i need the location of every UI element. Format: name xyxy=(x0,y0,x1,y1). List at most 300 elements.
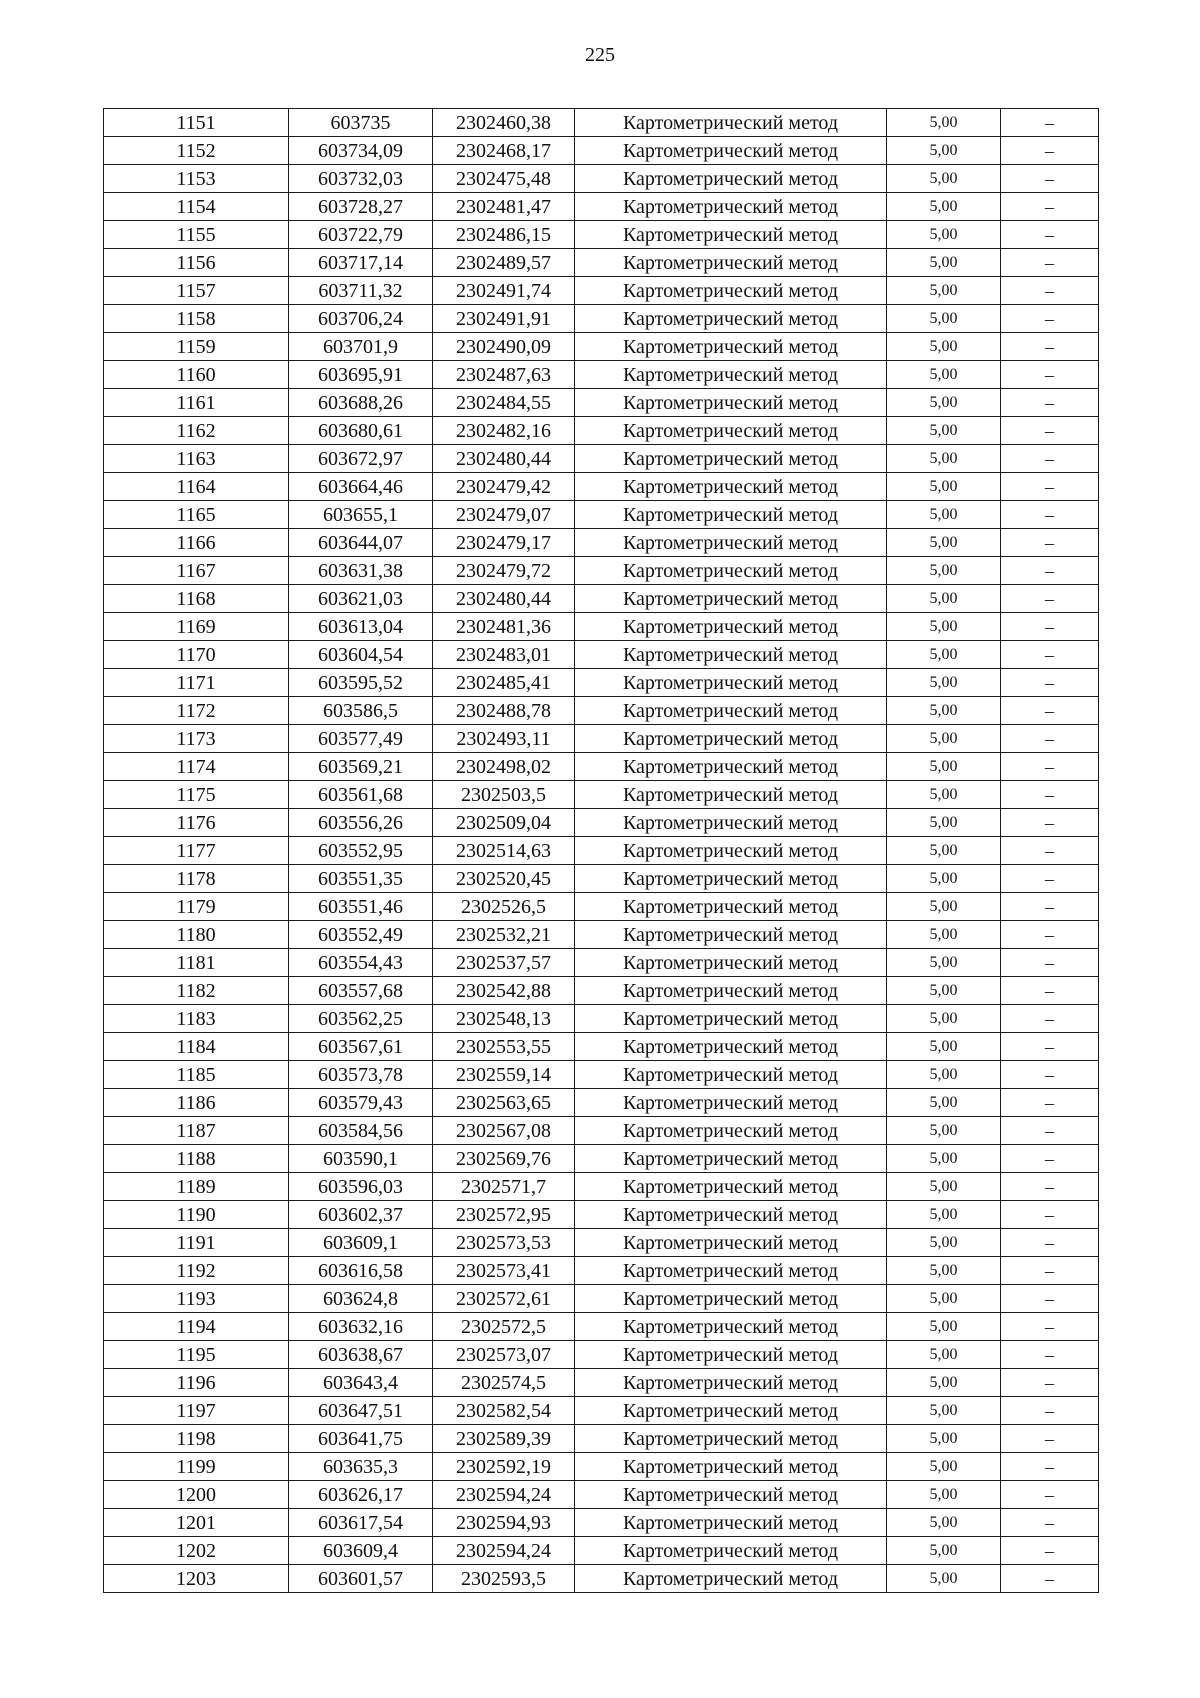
accuracy-cell: 5,00 xyxy=(887,697,1001,725)
y-coordinate-cell: 2302572,5 xyxy=(433,1313,575,1341)
accuracy-cell: 5,00 xyxy=(887,165,1001,193)
note-cell: – xyxy=(1001,697,1099,725)
method-cell: Картометрический метод xyxy=(575,1453,887,1481)
accuracy-cell: 5,00 xyxy=(887,1341,1001,1369)
table-row xyxy=(104,1089,1099,1117)
point-number-cell: 1164 xyxy=(104,473,289,501)
table-row xyxy=(104,669,1099,697)
note-cell: – xyxy=(1001,753,1099,781)
point-number-cell: 1199 xyxy=(104,1453,289,1481)
y-coordinate-cell: 2302491,74 xyxy=(433,277,575,305)
point-number-cell: 1200 xyxy=(104,1481,289,1509)
y-coordinate-cell: 2302573,41 xyxy=(433,1257,575,1285)
x-coordinate-cell: 603635,3 xyxy=(289,1453,433,1481)
method-cell: Картометрический метод xyxy=(575,1313,887,1341)
x-coordinate-cell: 603584,56 xyxy=(289,1117,433,1145)
x-coordinate-cell: 603641,75 xyxy=(289,1425,433,1453)
accuracy-cell: 5,00 xyxy=(887,1033,1001,1061)
x-coordinate-cell: 603551,35 xyxy=(289,865,433,893)
table-row xyxy=(104,417,1099,445)
x-coordinate-cell: 603561,68 xyxy=(289,781,433,809)
method-cell: Картометрический метод xyxy=(575,1033,887,1061)
point-number-cell: 1151 xyxy=(104,109,289,137)
y-coordinate-cell: 2302475,48 xyxy=(433,165,575,193)
table-row xyxy=(104,557,1099,585)
note-cell: – xyxy=(1001,585,1099,613)
accuracy-cell: 5,00 xyxy=(887,921,1001,949)
point-number-cell: 1174 xyxy=(104,753,289,781)
note-cell: – xyxy=(1001,473,1099,501)
point-number-cell: 1198 xyxy=(104,1425,289,1453)
table-row xyxy=(104,361,1099,389)
note-cell: – xyxy=(1001,641,1099,669)
note-cell: – xyxy=(1001,249,1099,277)
y-coordinate-cell: 2302572,61 xyxy=(433,1285,575,1313)
table-row xyxy=(104,501,1099,529)
table-row xyxy=(104,1285,1099,1313)
point-number-cell: 1173 xyxy=(104,725,289,753)
note-cell: – xyxy=(1001,417,1099,445)
y-coordinate-cell: 2302594,24 xyxy=(433,1481,575,1509)
point-number-cell: 1152 xyxy=(104,137,289,165)
method-cell: Картометрический метод xyxy=(575,1229,887,1257)
table-row xyxy=(104,1173,1099,1201)
method-cell: Картометрический метод xyxy=(575,137,887,165)
point-number-cell: 1162 xyxy=(104,417,289,445)
point-number-cell: 1185 xyxy=(104,1061,289,1089)
point-number-cell: 1159 xyxy=(104,333,289,361)
accuracy-cell: 5,00 xyxy=(887,613,1001,641)
note-cell: – xyxy=(1001,305,1099,333)
method-cell: Картометрический метод xyxy=(575,1173,887,1201)
method-cell: Картометрический метод xyxy=(575,1089,887,1117)
x-coordinate-cell: 603672,97 xyxy=(289,445,433,473)
x-coordinate-cell: 603701,9 xyxy=(289,333,433,361)
method-cell: Картометрический метод xyxy=(575,613,887,641)
accuracy-cell: 5,00 xyxy=(887,137,1001,165)
note-cell: – xyxy=(1001,781,1099,809)
method-cell: Картометрический метод xyxy=(575,501,887,529)
point-number-cell: 1167 xyxy=(104,557,289,585)
table-row xyxy=(104,193,1099,221)
accuracy-cell: 5,00 xyxy=(887,221,1001,249)
x-coordinate-cell: 603722,79 xyxy=(289,221,433,249)
page-number: 225 xyxy=(585,44,615,66)
y-coordinate-cell: 2302572,95 xyxy=(433,1201,575,1229)
point-number-cell: 1172 xyxy=(104,697,289,725)
x-coordinate-cell: 603655,1 xyxy=(289,501,433,529)
y-coordinate-cell: 2302526,5 xyxy=(433,893,575,921)
table-row xyxy=(104,473,1099,501)
method-cell: Картометрический метод xyxy=(575,333,887,361)
table-row xyxy=(104,1117,1099,1145)
method-cell: Картометрический метод xyxy=(575,837,887,865)
note-cell: – xyxy=(1001,837,1099,865)
table-row xyxy=(104,277,1099,305)
accuracy-cell: 5,00 xyxy=(887,109,1001,137)
accuracy-cell: 5,00 xyxy=(887,277,1001,305)
point-number-cell: 1179 xyxy=(104,893,289,921)
point-number-cell: 1157 xyxy=(104,277,289,305)
note-cell: – xyxy=(1001,613,1099,641)
x-coordinate-cell: 603552,95 xyxy=(289,837,433,865)
x-coordinate-cell: 603556,26 xyxy=(289,809,433,837)
accuracy-cell: 5,00 xyxy=(887,1201,1001,1229)
point-number-cell: 1197 xyxy=(104,1397,289,1425)
y-coordinate-cell: 2302488,78 xyxy=(433,697,575,725)
y-coordinate-cell: 2302480,44 xyxy=(433,445,575,473)
x-coordinate-cell: 603604,54 xyxy=(289,641,433,669)
y-coordinate-cell: 2302486,15 xyxy=(433,221,575,249)
x-coordinate-cell: 603552,49 xyxy=(289,921,433,949)
point-number-cell: 1155 xyxy=(104,221,289,249)
x-coordinate-cell: 603577,49 xyxy=(289,725,433,753)
method-cell: Картометрический метод xyxy=(575,557,887,585)
point-number-cell: 1194 xyxy=(104,1313,289,1341)
point-number-cell: 1161 xyxy=(104,389,289,417)
table-body xyxy=(104,109,1099,1593)
point-number-cell: 1171 xyxy=(104,669,289,697)
table-row xyxy=(104,389,1099,417)
method-cell: Картометрический метод xyxy=(575,1509,887,1537)
y-coordinate-cell: 2302460,38 xyxy=(433,109,575,137)
note-cell: – xyxy=(1001,1285,1099,1313)
note-cell: – xyxy=(1001,1369,1099,1397)
method-cell: Картометрический метод xyxy=(575,1285,887,1313)
note-cell: – xyxy=(1001,669,1099,697)
method-cell: Картометрический метод xyxy=(575,865,887,893)
note-cell: – xyxy=(1001,389,1099,417)
method-cell: Картометрический метод xyxy=(575,1257,887,1285)
note-cell: – xyxy=(1001,977,1099,1005)
note-cell: – xyxy=(1001,1201,1099,1229)
point-number-cell: 1182 xyxy=(104,977,289,1005)
y-coordinate-cell: 2302563,65 xyxy=(433,1089,575,1117)
note-cell: – xyxy=(1001,1425,1099,1453)
table-row xyxy=(104,725,1099,753)
point-number-cell: 1177 xyxy=(104,837,289,865)
x-coordinate-cell: 603579,43 xyxy=(289,1089,433,1117)
y-coordinate-cell: 2302548,13 xyxy=(433,1005,575,1033)
accuracy-cell: 5,00 xyxy=(887,1509,1001,1537)
method-cell: Картометрический метод xyxy=(575,445,887,473)
y-coordinate-cell: 2302491,91 xyxy=(433,305,575,333)
method-cell: Картометрический метод xyxy=(575,697,887,725)
note-cell: – xyxy=(1001,1005,1099,1033)
table-row xyxy=(104,221,1099,249)
table-row xyxy=(104,753,1099,781)
method-cell: Картометрический метод xyxy=(575,109,887,137)
table-row xyxy=(104,529,1099,557)
accuracy-cell: 5,00 xyxy=(887,585,1001,613)
method-cell: Картометрический метод xyxy=(575,893,887,921)
method-cell: Картометрический метод xyxy=(575,277,887,305)
method-cell: Картометрический метод xyxy=(575,669,887,697)
x-coordinate-cell: 603609,1 xyxy=(289,1229,433,1257)
point-number-cell: 1202 xyxy=(104,1537,289,1565)
y-coordinate-cell: 2302490,09 xyxy=(433,333,575,361)
method-cell: Картометрический метод xyxy=(575,1481,887,1509)
y-coordinate-cell: 2302553,55 xyxy=(433,1033,575,1061)
method-cell: Картометрический метод xyxy=(575,1397,887,1425)
point-number-cell: 1189 xyxy=(104,1173,289,1201)
x-coordinate-cell: 603616,58 xyxy=(289,1257,433,1285)
y-coordinate-cell: 2302480,44 xyxy=(433,585,575,613)
accuracy-cell: 5,00 xyxy=(887,1397,1001,1425)
point-number-cell: 1154 xyxy=(104,193,289,221)
table-row xyxy=(104,949,1099,977)
accuracy-cell: 5,00 xyxy=(887,249,1001,277)
x-coordinate-cell: 603728,27 xyxy=(289,193,433,221)
point-number-cell: 1187 xyxy=(104,1117,289,1145)
y-coordinate-cell: 2302479,72 xyxy=(433,557,575,585)
table-row xyxy=(104,585,1099,613)
accuracy-cell: 5,00 xyxy=(887,725,1001,753)
y-coordinate-cell: 2302532,21 xyxy=(433,921,575,949)
y-coordinate-cell: 2302479,07 xyxy=(433,501,575,529)
accuracy-cell: 5,00 xyxy=(887,977,1001,1005)
y-coordinate-cell: 2302481,47 xyxy=(433,193,575,221)
method-cell: Картометрический метод xyxy=(575,473,887,501)
x-coordinate-cell: 603732,03 xyxy=(289,165,433,193)
note-cell: – xyxy=(1001,1117,1099,1145)
method-cell: Картометрический метод xyxy=(575,725,887,753)
accuracy-cell: 5,00 xyxy=(887,1257,1001,1285)
y-coordinate-cell: 2302573,07 xyxy=(433,1341,575,1369)
point-number-cell: 1201 xyxy=(104,1509,289,1537)
x-coordinate-cell: 603557,68 xyxy=(289,977,433,1005)
table-row xyxy=(104,1537,1099,1565)
method-cell: Картометрический метод xyxy=(575,249,887,277)
y-coordinate-cell: 2302589,39 xyxy=(433,1425,575,1453)
table-row xyxy=(104,1229,1099,1257)
x-coordinate-cell: 603695,91 xyxy=(289,361,433,389)
method-cell: Картометрический метод xyxy=(575,977,887,1005)
accuracy-cell: 5,00 xyxy=(887,1061,1001,1089)
note-cell: – xyxy=(1001,165,1099,193)
table-row xyxy=(104,641,1099,669)
method-cell: Картометрический метод xyxy=(575,165,887,193)
accuracy-cell: 5,00 xyxy=(887,529,1001,557)
y-coordinate-cell: 2302503,5 xyxy=(433,781,575,809)
note-cell: – xyxy=(1001,1341,1099,1369)
x-coordinate-cell: 603573,78 xyxy=(289,1061,433,1089)
method-cell: Картометрический метод xyxy=(575,1565,887,1593)
table-row xyxy=(104,837,1099,865)
x-coordinate-cell: 603688,26 xyxy=(289,389,433,417)
accuracy-cell: 5,00 xyxy=(887,1285,1001,1313)
y-coordinate-cell: 2302489,57 xyxy=(433,249,575,277)
accuracy-cell: 5,00 xyxy=(887,1145,1001,1173)
method-cell: Картометрический метод xyxy=(575,1369,887,1397)
y-coordinate-cell: 2302514,63 xyxy=(433,837,575,865)
table-row xyxy=(104,613,1099,641)
x-coordinate-cell: 603621,03 xyxy=(289,585,433,613)
method-cell: Картометрический метод xyxy=(575,585,887,613)
x-coordinate-cell: 603595,52 xyxy=(289,669,433,697)
accuracy-cell: 5,00 xyxy=(887,1005,1001,1033)
table-row xyxy=(104,1481,1099,1509)
x-coordinate-cell: 603617,54 xyxy=(289,1509,433,1537)
x-coordinate-cell: 603586,5 xyxy=(289,697,433,725)
accuracy-cell: 5,00 xyxy=(887,809,1001,837)
note-cell: – xyxy=(1001,501,1099,529)
y-coordinate-cell: 2302559,14 xyxy=(433,1061,575,1089)
y-coordinate-cell: 2302481,36 xyxy=(433,613,575,641)
note-cell: – xyxy=(1001,865,1099,893)
y-coordinate-cell: 2302493,11 xyxy=(433,725,575,753)
note-cell: – xyxy=(1001,277,1099,305)
accuracy-cell: 5,00 xyxy=(887,361,1001,389)
point-number-cell: 1188 xyxy=(104,1145,289,1173)
y-coordinate-cell: 2302567,08 xyxy=(433,1117,575,1145)
point-number-cell: 1184 xyxy=(104,1033,289,1061)
y-coordinate-cell: 2302582,54 xyxy=(433,1397,575,1425)
point-number-cell: 1169 xyxy=(104,613,289,641)
point-number-cell: 1191 xyxy=(104,1229,289,1257)
accuracy-cell: 5,00 xyxy=(887,1089,1001,1117)
table-row xyxy=(104,1033,1099,1061)
point-number-cell: 1176 xyxy=(104,809,289,837)
table-row xyxy=(104,1341,1099,1369)
y-coordinate-cell: 2302483,01 xyxy=(433,641,575,669)
accuracy-cell: 5,00 xyxy=(887,305,1001,333)
method-cell: Картометрический метод xyxy=(575,1341,887,1369)
accuracy-cell: 5,00 xyxy=(887,501,1001,529)
note-cell: – xyxy=(1001,1145,1099,1173)
method-cell: Картометрический метод xyxy=(575,949,887,977)
accuracy-cell: 5,00 xyxy=(887,865,1001,893)
point-number-cell: 1175 xyxy=(104,781,289,809)
table-row xyxy=(104,1005,1099,1033)
y-coordinate-cell: 2302479,17 xyxy=(433,529,575,557)
x-coordinate-cell: 603647,51 xyxy=(289,1397,433,1425)
y-coordinate-cell: 2302484,55 xyxy=(433,389,575,417)
method-cell: Картометрический метод xyxy=(575,389,887,417)
y-coordinate-cell: 2302573,53 xyxy=(433,1229,575,1257)
accuracy-cell: 5,00 xyxy=(887,445,1001,473)
table-row xyxy=(104,1397,1099,1425)
table-row xyxy=(104,1201,1099,1229)
y-coordinate-cell: 2302569,76 xyxy=(433,1145,575,1173)
accuracy-cell: 5,00 xyxy=(887,1425,1001,1453)
note-cell: – xyxy=(1001,1089,1099,1117)
note-cell: – xyxy=(1001,193,1099,221)
y-coordinate-cell: 2302509,04 xyxy=(433,809,575,837)
note-cell: – xyxy=(1001,1565,1099,1593)
x-coordinate-cell: 603706,24 xyxy=(289,305,433,333)
x-coordinate-cell: 603596,03 xyxy=(289,1173,433,1201)
note-cell: – xyxy=(1001,361,1099,389)
accuracy-cell: 5,00 xyxy=(887,1173,1001,1201)
note-cell: – xyxy=(1001,1509,1099,1537)
x-coordinate-cell: 603602,37 xyxy=(289,1201,433,1229)
point-number-cell: 1196 xyxy=(104,1369,289,1397)
table-row xyxy=(104,697,1099,725)
accuracy-cell: 5,00 xyxy=(887,893,1001,921)
table-row xyxy=(104,165,1099,193)
x-coordinate-cell: 603624,8 xyxy=(289,1285,433,1313)
point-number-cell: 1203 xyxy=(104,1565,289,1593)
point-number-cell: 1170 xyxy=(104,641,289,669)
table-row xyxy=(104,137,1099,165)
x-coordinate-cell: 603632,16 xyxy=(289,1313,433,1341)
note-cell: – xyxy=(1001,445,1099,473)
table-row xyxy=(104,305,1099,333)
method-cell: Картометрический метод xyxy=(575,221,887,249)
accuracy-cell: 5,00 xyxy=(887,1117,1001,1145)
x-coordinate-cell: 603664,46 xyxy=(289,473,433,501)
y-coordinate-cell: 2302520,45 xyxy=(433,865,575,893)
accuracy-cell: 5,00 xyxy=(887,1369,1001,1397)
x-coordinate-cell: 603711,32 xyxy=(289,277,433,305)
point-number-cell: 1163 xyxy=(104,445,289,473)
note-cell: – xyxy=(1001,137,1099,165)
table-row xyxy=(104,781,1099,809)
y-coordinate-cell: 2302542,88 xyxy=(433,977,575,1005)
x-coordinate-cell: 603735 xyxy=(289,109,433,137)
accuracy-cell: 5,00 xyxy=(887,473,1001,501)
accuracy-cell: 5,00 xyxy=(887,781,1001,809)
accuracy-cell: 5,00 xyxy=(887,949,1001,977)
table-row xyxy=(104,333,1099,361)
method-cell: Картометрический метод xyxy=(575,1201,887,1229)
table-row xyxy=(104,893,1099,921)
method-cell: Картометрический метод xyxy=(575,1117,887,1145)
table-row xyxy=(104,1369,1099,1397)
point-number-cell: 1181 xyxy=(104,949,289,977)
note-cell: – xyxy=(1001,1229,1099,1257)
note-cell: – xyxy=(1001,1257,1099,1285)
table-row xyxy=(104,1453,1099,1481)
accuracy-cell: 5,00 xyxy=(887,1229,1001,1257)
accuracy-cell: 5,00 xyxy=(887,417,1001,445)
point-number-cell: 1165 xyxy=(104,501,289,529)
x-coordinate-cell: 603601,57 xyxy=(289,1565,433,1593)
method-cell: Картометрический метод xyxy=(575,193,887,221)
note-cell: – xyxy=(1001,529,1099,557)
note-cell: – xyxy=(1001,893,1099,921)
note-cell: – xyxy=(1001,1061,1099,1089)
table-row xyxy=(104,1425,1099,1453)
accuracy-cell: 5,00 xyxy=(887,193,1001,221)
method-cell: Картометрический метод xyxy=(575,809,887,837)
table-row xyxy=(104,1565,1099,1593)
method-cell: Картометрический метод xyxy=(575,529,887,557)
x-coordinate-cell: 603562,25 xyxy=(289,1005,433,1033)
x-coordinate-cell: 603554,43 xyxy=(289,949,433,977)
method-cell: Картометрический метод xyxy=(575,781,887,809)
x-coordinate-cell: 603638,67 xyxy=(289,1341,433,1369)
point-number-cell: 1190 xyxy=(104,1201,289,1229)
y-coordinate-cell: 2302594,24 xyxy=(433,1537,575,1565)
method-cell: Картометрический метод xyxy=(575,1425,887,1453)
x-coordinate-cell: 603609,4 xyxy=(289,1537,433,1565)
table-row xyxy=(104,445,1099,473)
table-row xyxy=(104,109,1099,137)
note-cell: – xyxy=(1001,557,1099,585)
point-number-cell: 1193 xyxy=(104,1285,289,1313)
y-coordinate-cell: 2302479,42 xyxy=(433,473,575,501)
table-row xyxy=(104,977,1099,1005)
note-cell: – xyxy=(1001,1481,1099,1509)
x-coordinate-cell: 603631,38 xyxy=(289,557,433,585)
x-coordinate-cell: 603626,17 xyxy=(289,1481,433,1509)
table-row xyxy=(104,1313,1099,1341)
note-cell: – xyxy=(1001,1033,1099,1061)
method-cell: Картометрический метод xyxy=(575,1005,887,1033)
note-cell: – xyxy=(1001,1537,1099,1565)
